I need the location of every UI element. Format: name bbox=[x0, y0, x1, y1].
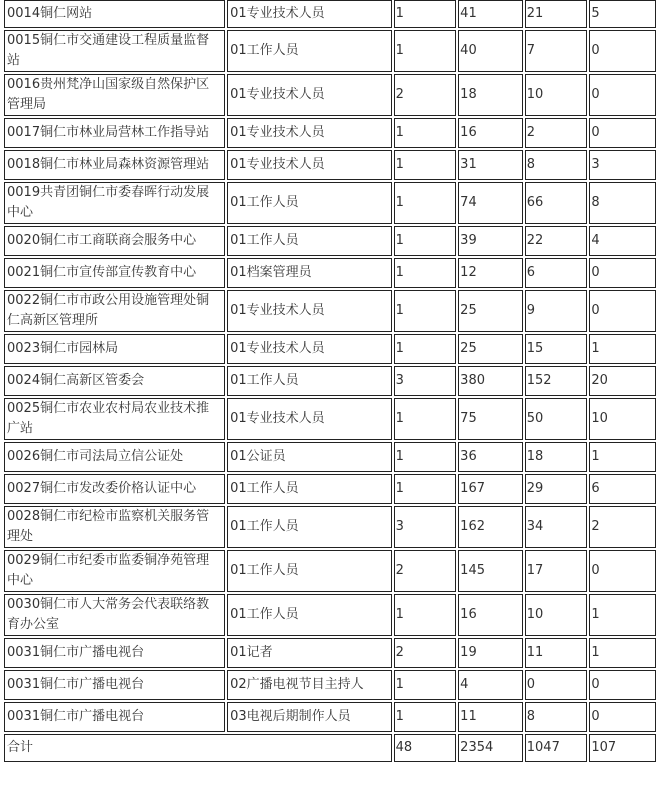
position-cell: 01工作人员 bbox=[227, 30, 392, 72]
table-row bbox=[4, 638, 656, 668]
table-row bbox=[4, 258, 656, 288]
paid-cell: 0 bbox=[589, 550, 656, 592]
plan-count-cell: 1 bbox=[394, 226, 457, 256]
unit-name-cell: 0017铜仁市林业局营林工作指导站 bbox=[4, 118, 225, 148]
approved-cell: 15 bbox=[525, 334, 588, 364]
approved-cell: 22 bbox=[525, 226, 588, 256]
paid-cell: 6 bbox=[589, 474, 656, 504]
plan-count-cell: 1 bbox=[394, 0, 457, 28]
approved-cell: 29 bbox=[525, 474, 588, 504]
position-cell: 01专业技术人员 bbox=[227, 334, 392, 364]
approved-cell: 8 bbox=[525, 702, 588, 732]
table-row bbox=[4, 594, 656, 636]
total-approved: 1047 bbox=[525, 734, 588, 762]
unit-name-cell: 0031铜仁市广播电视台 bbox=[4, 702, 225, 732]
unit-name-cell: 0031铜仁市广播电视台 bbox=[4, 670, 225, 700]
paid-cell: 0 bbox=[589, 118, 656, 148]
approved-cell: 66 bbox=[525, 182, 588, 224]
unit-name-cell: 0025铜仁市农业农村局农业技术推广站 bbox=[4, 398, 225, 440]
unit-name-cell: 0018铜仁市林业局森林资源管理站 bbox=[4, 150, 225, 180]
table-row bbox=[4, 182, 656, 224]
paid-cell: 0 bbox=[589, 290, 656, 332]
unit-name-cell: 0031铜仁市广播电视台 bbox=[4, 638, 225, 668]
approved-cell: 0 bbox=[525, 670, 588, 700]
unit-name-cell: 0024铜仁高新区管委会 bbox=[4, 366, 225, 396]
position-cell: 01专业技术人员 bbox=[227, 150, 392, 180]
unit-name-cell: 0030铜仁市人大常务会代表联络教育办公室 bbox=[4, 594, 225, 636]
table-row bbox=[4, 398, 656, 440]
applicants-cell: 11 bbox=[458, 702, 523, 732]
plan-count-cell: 1 bbox=[394, 290, 457, 332]
applicants-cell: 41 bbox=[458, 0, 523, 28]
position-cell: 01工作人员 bbox=[227, 182, 392, 224]
table-row bbox=[4, 290, 656, 332]
approved-cell: 7 bbox=[525, 30, 588, 72]
unit-name-cell: 0019共青团铜仁市委春晖行动发展中心 bbox=[4, 182, 225, 224]
unit-name-cell: 0023铜仁市园林局 bbox=[4, 334, 225, 364]
applicants-cell: 75 bbox=[458, 398, 523, 440]
total-row bbox=[4, 734, 656, 762]
paid-cell: 0 bbox=[589, 74, 656, 116]
unit-name-cell: 0016贵州梵净山国家级自然保护区管理局 bbox=[4, 74, 225, 116]
applicants-cell: 167 bbox=[458, 474, 523, 504]
paid-cell: 0 bbox=[589, 30, 656, 72]
table-row bbox=[4, 226, 656, 256]
plan-count-cell: 1 bbox=[394, 442, 457, 472]
plan-count-cell: 3 bbox=[394, 366, 457, 396]
applicants-cell: 18 bbox=[458, 74, 523, 116]
table-row bbox=[4, 334, 656, 364]
position-cell: 01专业技术人员 bbox=[227, 398, 392, 440]
position-cell: 02广播电视节目主持人 bbox=[227, 670, 392, 700]
unit-name-cell: 0026铜仁市司法局立信公证处 bbox=[4, 442, 225, 472]
total-plan: 48 bbox=[394, 734, 457, 762]
total-paid: 107 bbox=[589, 734, 656, 762]
applicants-cell: 40 bbox=[458, 30, 523, 72]
paid-cell: 1 bbox=[589, 594, 656, 636]
approved-cell: 10 bbox=[525, 74, 588, 116]
approved-cell: 11 bbox=[525, 638, 588, 668]
paid-cell: 5 bbox=[589, 0, 656, 28]
approved-cell: 21 bbox=[525, 0, 588, 28]
approved-cell: 18 bbox=[525, 442, 588, 472]
table-row bbox=[4, 442, 656, 472]
applicants-cell: 31 bbox=[458, 150, 523, 180]
plan-count-cell: 1 bbox=[394, 258, 457, 288]
applicants-cell: 12 bbox=[458, 258, 523, 288]
table-row bbox=[4, 702, 656, 732]
plan-count-cell: 2 bbox=[394, 550, 457, 592]
approved-cell: 152 bbox=[525, 366, 588, 396]
position-cell: 01公证员 bbox=[227, 442, 392, 472]
approved-cell: 34 bbox=[525, 506, 588, 548]
table-row bbox=[4, 670, 656, 700]
table-row bbox=[4, 118, 656, 148]
position-cell: 01专业技术人员 bbox=[227, 290, 392, 332]
table-body bbox=[4, 0, 656, 732]
plan-count-cell: 1 bbox=[394, 474, 457, 504]
table-row bbox=[4, 150, 656, 180]
applicants-cell: 39 bbox=[458, 226, 523, 256]
applicants-cell: 380 bbox=[458, 366, 523, 396]
unit-name-cell: 0021铜仁市宣传部宣传教育中心 bbox=[4, 258, 225, 288]
position-cell: 01工作人员 bbox=[227, 226, 392, 256]
plan-count-cell: 1 bbox=[394, 182, 457, 224]
position-cell: 01专业技术人员 bbox=[227, 74, 392, 116]
unit-name-cell: 0022铜仁市市政公用设施管理处铜仁高新区管理所 bbox=[4, 290, 225, 332]
paid-cell: 2 bbox=[589, 506, 656, 548]
table-row bbox=[4, 474, 656, 504]
plan-count-cell: 1 bbox=[394, 334, 457, 364]
table-row bbox=[4, 30, 656, 72]
applicants-cell: 16 bbox=[458, 594, 523, 636]
total-applicants: 2354 bbox=[458, 734, 523, 762]
applicants-cell: 19 bbox=[458, 638, 523, 668]
unit-name-cell: 0015铜仁市交通建设工程质量监督站 bbox=[4, 30, 225, 72]
applicants-cell: 4 bbox=[458, 670, 523, 700]
table-row bbox=[4, 506, 656, 548]
applicants-cell: 25 bbox=[458, 290, 523, 332]
paid-cell: 1 bbox=[589, 334, 656, 364]
position-cell: 01工作人员 bbox=[227, 366, 392, 396]
applicants-cell: 145 bbox=[458, 550, 523, 592]
position-cell: 01工作人员 bbox=[227, 594, 392, 636]
table-row bbox=[4, 550, 656, 592]
applicants-cell: 162 bbox=[458, 506, 523, 548]
paid-cell: 20 bbox=[589, 366, 656, 396]
approved-cell: 10 bbox=[525, 594, 588, 636]
unit-name-cell: 0014铜仁网站 bbox=[4, 0, 225, 28]
plan-count-cell: 1 bbox=[394, 30, 457, 72]
position-cell: 01工作人员 bbox=[227, 506, 392, 548]
plan-count-cell: 2 bbox=[394, 74, 457, 116]
paid-cell: 3 bbox=[589, 150, 656, 180]
applicants-cell: 25 bbox=[458, 334, 523, 364]
unit-name-cell: 0029铜仁市纪委市监委铜净苑管理中心 bbox=[4, 550, 225, 592]
paid-cell: 1 bbox=[589, 442, 656, 472]
position-cell: 01档案管理员 bbox=[227, 258, 392, 288]
plan-count-cell: 3 bbox=[394, 506, 457, 548]
paid-cell: 8 bbox=[589, 182, 656, 224]
recruitment-table bbox=[2, 0, 658, 764]
plan-count-cell: 1 bbox=[394, 702, 457, 732]
approved-cell: 6 bbox=[525, 258, 588, 288]
position-cell: 01工作人员 bbox=[227, 474, 392, 504]
paid-cell: 0 bbox=[589, 258, 656, 288]
table-row bbox=[4, 366, 656, 396]
paid-cell: 10 bbox=[589, 398, 656, 440]
approved-cell: 8 bbox=[525, 150, 588, 180]
paid-cell: 4 bbox=[589, 226, 656, 256]
position-cell: 01专业技术人员 bbox=[227, 118, 392, 148]
plan-count-cell: 2 bbox=[394, 638, 457, 668]
position-cell: 03电视后期制作人员 bbox=[227, 702, 392, 732]
applicants-cell: 36 bbox=[458, 442, 523, 472]
unit-name-cell: 0027铜仁市发改委价格认证中心 bbox=[4, 474, 225, 504]
approved-cell: 9 bbox=[525, 290, 588, 332]
plan-count-cell: 1 bbox=[394, 118, 457, 148]
paid-cell: 1 bbox=[589, 638, 656, 668]
applicants-cell: 16 bbox=[458, 118, 523, 148]
table-row bbox=[4, 74, 656, 116]
unit-name-cell: 0020铜仁市工商联商会服务中心 bbox=[4, 226, 225, 256]
plan-count-cell: 1 bbox=[394, 594, 457, 636]
total-label: 合计 bbox=[4, 734, 392, 762]
position-cell: 01专业技术人员 bbox=[227, 0, 392, 28]
position-cell: 01记者 bbox=[227, 638, 392, 668]
approved-cell: 17 bbox=[525, 550, 588, 592]
approved-cell: 50 bbox=[525, 398, 588, 440]
plan-count-cell: 1 bbox=[394, 398, 457, 440]
approved-cell: 2 bbox=[525, 118, 588, 148]
paid-cell: 0 bbox=[589, 702, 656, 732]
table-row bbox=[4, 0, 656, 28]
plan-count-cell: 1 bbox=[394, 150, 457, 180]
paid-cell: 0 bbox=[589, 670, 656, 700]
plan-count-cell: 1 bbox=[394, 670, 457, 700]
unit-name-cell: 0028铜仁市纪检市监察机关服务管理处 bbox=[4, 506, 225, 548]
applicants-cell: 74 bbox=[458, 182, 523, 224]
position-cell: 01工作人员 bbox=[227, 550, 392, 592]
